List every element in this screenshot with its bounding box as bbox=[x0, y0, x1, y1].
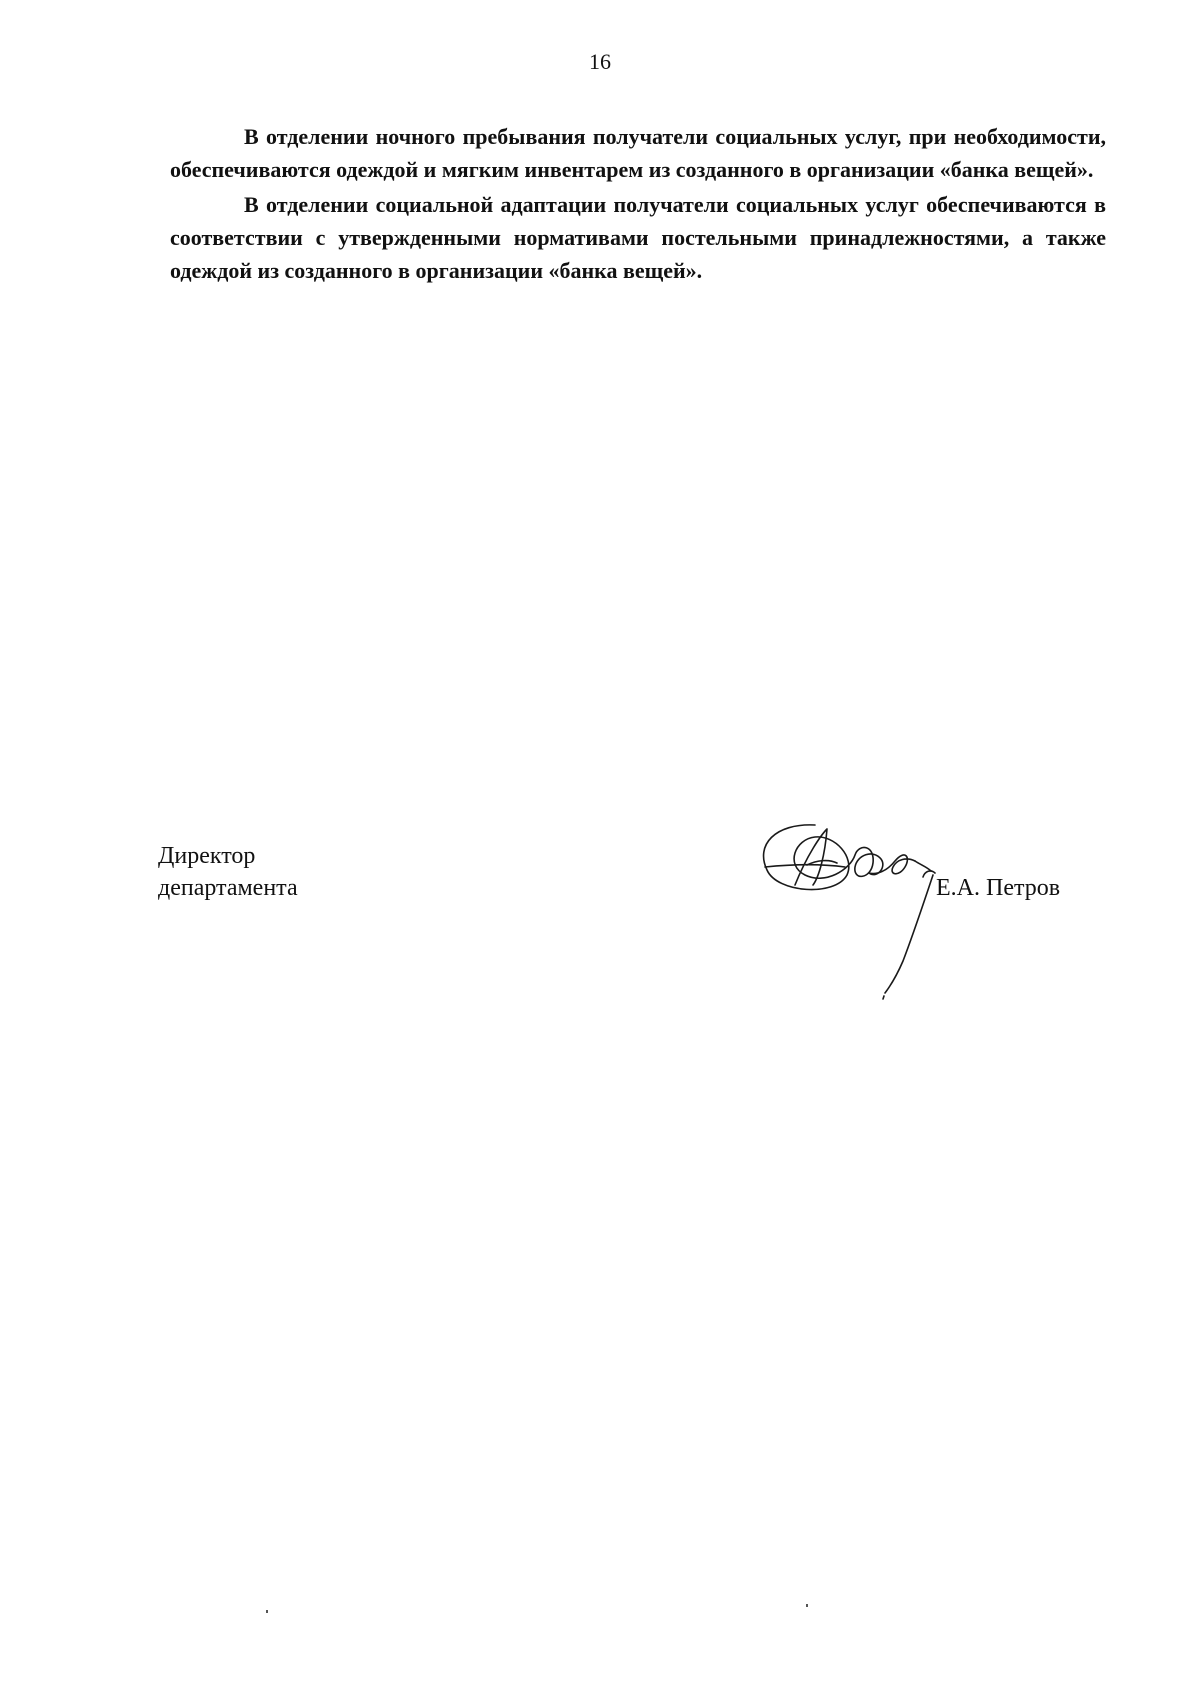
scan-speck bbox=[266, 1610, 268, 1613]
paragraph-night-stay: В отделении ночного пребывания получатели социальных услуг, при необходимости, обеспечиваются одеждой и мягким инвентарем из созданного в организации «банка вещей». bbox=[170, 124, 1106, 182]
document-body bbox=[170, 120, 1106, 289]
signatory-name: Е.А. Петров bbox=[936, 875, 1061, 901]
signatory-position-line1: Директор bbox=[158, 843, 256, 869]
handwritten-signature bbox=[755, 815, 945, 1015]
scan-speck bbox=[806, 1604, 808, 1607]
paragraph-social-adaptation: В отделении социальной адаптации получатели социальных услуг обеспечиваются в соответствии с утвержденными нормативами постельными принадлежностями, а также одеждой из созданного в организации «банка вещей». bbox=[170, 192, 1106, 283]
signatory-position-line2: департамента bbox=[158, 875, 298, 901]
page-number: 16 bbox=[589, 49, 611, 74]
signatory-position bbox=[158, 840, 298, 904]
